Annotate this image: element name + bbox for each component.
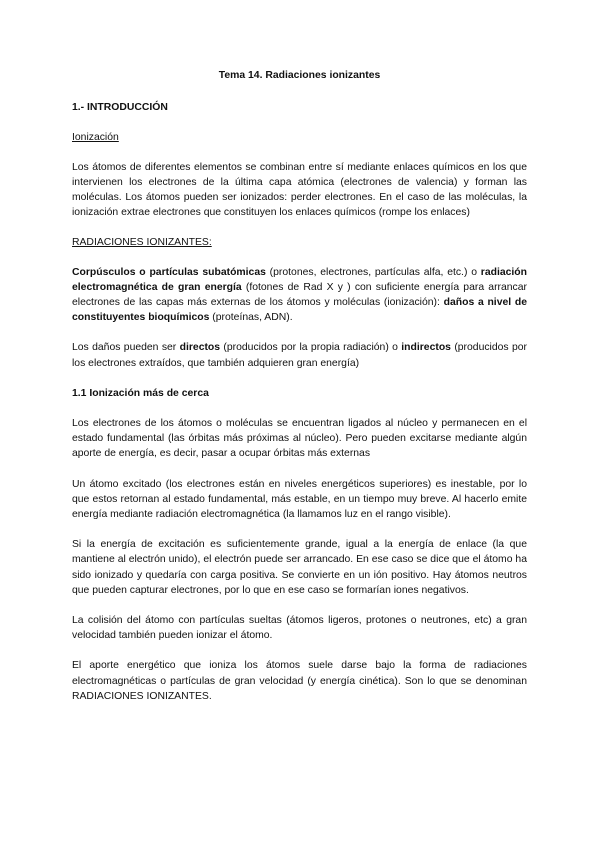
text-span: (proteínas, ADN). — [209, 312, 293, 324]
paragraph-atomo-excitado: Un átomo excitado (los electrones están en niveles energéticos superiores) es inestable, por lo que estos retornan al estado fundamental, más estable, en un tiempo muy breve. Al hacerlo emite energía mediante radiación electromagnética (la llamamos luz en el rango visible). — [72, 478, 527, 521]
document-page — [72, 68, 527, 719]
paragraph-danos — [72, 340, 527, 370]
subheading-ionizacion: Ionización — [72, 132, 119, 144]
text-span: Los daños pueden ser — [72, 342, 180, 354]
text-span: (protones, electrones, partículas alfa, etc.) o — [265, 266, 481, 278]
bold-term: daños a nivel de constituyentes bioquímicos — [72, 297, 527, 324]
document-title: Tema 14. Radiaciones ionizantes — [218, 70, 381, 81]
text-span: (producidos por los electrones extraídos, que también adquieren gran energía) — [72, 342, 527, 369]
bold-term: indirectos — [401, 342, 451, 354]
paragraph-energia-excitacion: Si la energía de excitación es suficientemente grande, igual a la energía de enlace (la que mantiene al electrón unido), el electrón puede ser arrancado. En ese caso se dice que el átomo ha sido ionizado y quedaría con carga positiva. Se convierte en un ión positivo. Hay átomos neutros que pueden capturar electrones, por lo que en ese caso se formarían iones negativos. — [72, 539, 527, 596]
text-span: (producidos por la propia radiación) o — [220, 342, 402, 354]
subheading-radiaciones-ionizantes: RADIACIONES IONIZANTES: — [72, 237, 212, 249]
paragraph-aporte-energetico: El aporte energético que ioniza los átomos suele darse bajo la forma de radiaciones electromagnéticas o partículas de gran velocidad (y energía cinética). Son lo que se denominan RADIACIONES IONIZANTES. — [72, 660, 527, 702]
paragraph-radiaciones-definicion — [72, 265, 527, 326]
paragraph-colision: La colisión del átomo con partículas sueltas (átomos ligeros, protones o neutrones, etc) a gran velocidad también pueden ionizar el átomo. — [72, 615, 527, 642]
section-heading-introduccion: 1.- INTRODUCCIÓN — [72, 102, 168, 114]
section-heading-ionizacion-cerca: 1.1 Ionización más de cerca — [72, 387, 209, 399]
paragraph-atomos-enlaces: Los átomos de diferentes elementos se combinan entre sí mediante enlaces químicos en los que intervienen los electrones de la última capa atómica (electrones de valencia) y forman las moléculas. Los átomos pueden ser ionizados: perder electrones. En el caso de las moléculas, la ionización extrae electrones que constituyen los enlaces químicos (rompe los enlaces) — [72, 161, 527, 219]
paragraph-electrones-ligados: Los electrones de los átomos o moléculas se encuentran ligados al núcleo y permanecen en el estado fundamental (las órbitas más próximas al núcleo). Pero pueden excitarse mediante algún aporte de energía, es decir, pasar a ocupar órbitas más externas — [72, 418, 527, 460]
text-span: (fotones de Rad X y ) con suficiente energía para arrancar electrones de las capas más externas de los átomos y moléculas (ionización): — [72, 281, 527, 309]
bold-term: Corpúsculos o partículas subatómicas — [72, 266, 266, 278]
bold-term: radiación electromagnética de gran energía — [72, 266, 527, 293]
bold-term: directos — [179, 342, 221, 354]
